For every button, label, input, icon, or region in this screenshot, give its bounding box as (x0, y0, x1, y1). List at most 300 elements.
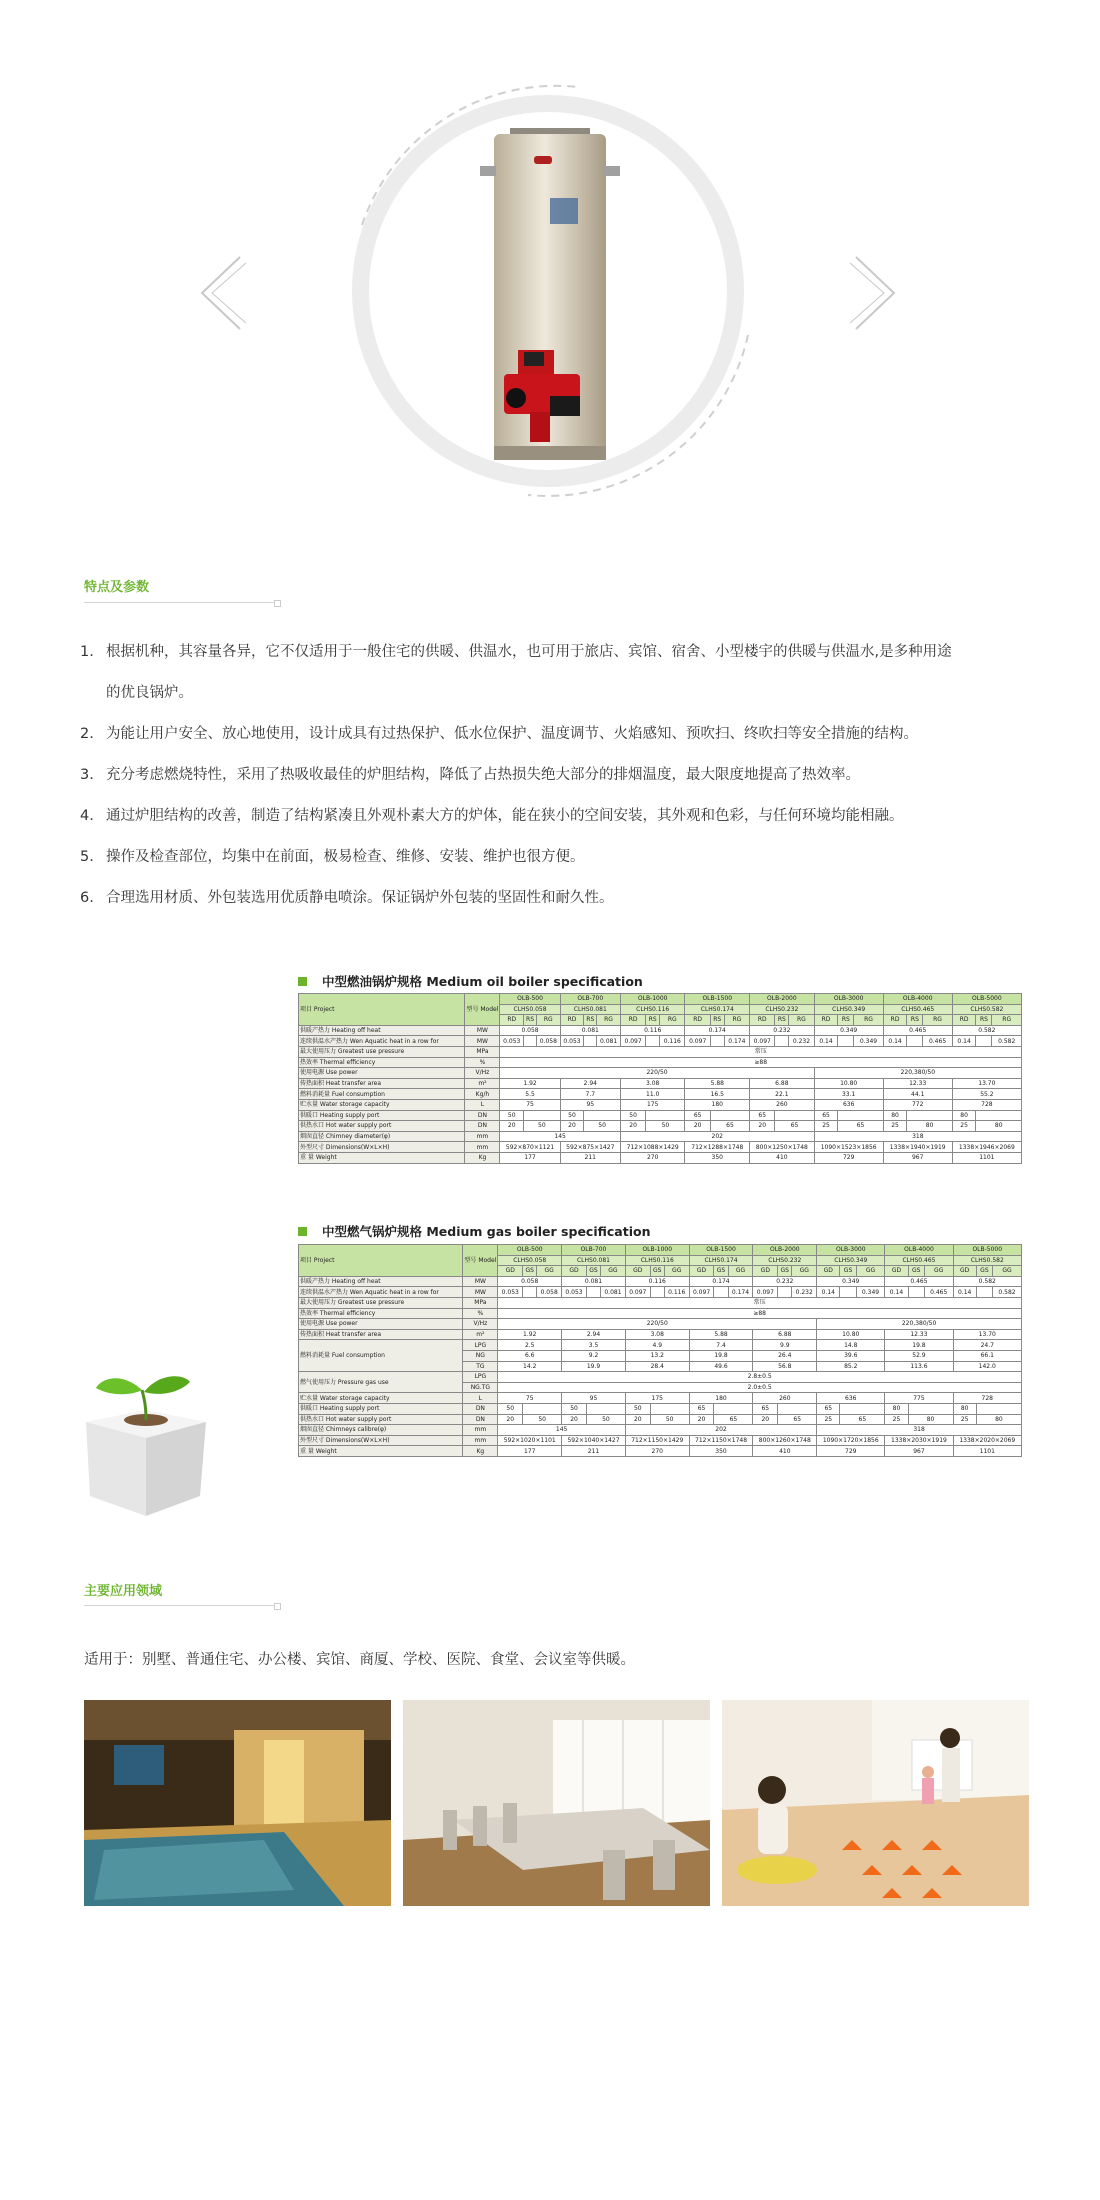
table-cell: NG (463, 1350, 498, 1361)
table-cell: 20 (620, 1121, 645, 1132)
table-cell: DN (465, 1110, 500, 1121)
table-cell: 20 (753, 1414, 778, 1425)
table-row (299, 1099, 1022, 1110)
table-cell: CLHS0.116 (625, 1255, 689, 1266)
table-cell: 传热面积 Heat transfer area (299, 1329, 463, 1340)
table-cell: 燃料消耗量 Fuel consumption (299, 1089, 465, 1100)
table-cell: 145 (500, 1131, 621, 1142)
table-cell: 0.582 (992, 1036, 1022, 1047)
table-cell: GG (728, 1266, 753, 1277)
table-cell: 0.465 (924, 1287, 953, 1298)
table-cell: RG (789, 1015, 814, 1026)
meeting-room-photo (403, 1700, 710, 1906)
table-cell: 65 (775, 1121, 814, 1132)
table-cell: RS (646, 1015, 660, 1026)
table-cell: 常压 (500, 1046, 1022, 1057)
table-cell: 1338×2020×2069 (953, 1435, 1021, 1446)
table-cell: 80 (952, 1110, 976, 1121)
apps-divider (84, 1605, 276, 1606)
table-cell: GG (993, 1266, 1022, 1277)
table-cell: CLHS0.582 (952, 1004, 1021, 1015)
table-cell: 7.4 (689, 1340, 753, 1351)
table-cell: 175 (620, 1099, 685, 1110)
oil-spec-table (298, 993, 1022, 1164)
table-cell: GG (664, 1266, 689, 1277)
table-cell: OLB-3000 (817, 1245, 885, 1256)
table-row (299, 1152, 1022, 1163)
table-cell: 220/50 (498, 1319, 817, 1330)
table-cell (650, 1287, 664, 1298)
table-cell: 65 (814, 1110, 838, 1121)
table-cell: 0.097 (620, 1036, 645, 1047)
table-cell (584, 1036, 597, 1047)
table-cell: GD (625, 1266, 650, 1277)
table-cell: GD (817, 1266, 840, 1277)
table-cell (976, 1403, 1021, 1414)
table-cell (584, 1110, 621, 1121)
table-cell: 0.116 (664, 1287, 689, 1298)
table-cell: m² (465, 1078, 500, 1089)
table-cell: 65 (685, 1110, 710, 1121)
table-row (299, 1308, 1022, 1319)
table-cell: 202 (620, 1131, 814, 1142)
table-cell: GG (601, 1266, 626, 1277)
table-cell: 50 (584, 1121, 621, 1132)
table-cell: 25 (814, 1121, 838, 1132)
table-cell: 0.081 (597, 1036, 621, 1047)
features-list (80, 632, 1040, 919)
table-cell: 9.9 (753, 1340, 817, 1351)
table-cell: 19.8 (885, 1340, 953, 1351)
table-cell (775, 1036, 789, 1047)
table-cell: 177 (498, 1446, 562, 1457)
table-cell: RD (750, 1015, 775, 1026)
table-cell: 5.88 (685, 1078, 750, 1089)
bullet-square-icon (298, 977, 307, 986)
table-cell (646, 1036, 660, 1047)
table-cell: RS (710, 1015, 724, 1026)
table-cell (523, 1287, 537, 1298)
table-cell: 0.081 (601, 1287, 626, 1298)
table-cell (976, 1036, 992, 1047)
list-item: 3. 充分考虑燃烧特性，采用了热吸收最佳的炉胆结构，降低了占热损失绝大部分的排烟温度，最大限度地提高了热效率。 (80, 767, 860, 783)
table-cell: 2.94 (560, 1078, 620, 1089)
table-cell: 1101 (952, 1152, 1021, 1163)
table-cell: GG (537, 1266, 562, 1277)
table-cell: 65 (714, 1414, 753, 1425)
table-cell: NG.TG (463, 1382, 498, 1393)
table-row (299, 1025, 1022, 1036)
table-cell: CLHS0.582 (953, 1255, 1021, 1266)
table-cell: 44.1 (883, 1089, 952, 1100)
table-cell: OLB-1000 (625, 1245, 689, 1256)
table-cell: GD (562, 1266, 587, 1277)
table-cell: 0.081 (562, 1276, 626, 1287)
table-cell: 636 (814, 1099, 883, 1110)
table-cell: ≥88 (500, 1057, 1022, 1068)
table-cell: 80 (907, 1121, 952, 1132)
table-row (299, 1057, 1022, 1068)
prev-arrow-icon[interactable] (196, 255, 248, 331)
table-cell: 0.058 (537, 1287, 562, 1298)
table-cell: 39.6 (817, 1350, 885, 1361)
table-cell: 贮水量 Water storage capacity (299, 1393, 463, 1404)
table-cell: 重 量 Weight (299, 1446, 463, 1457)
table-cell: 0.232 (792, 1287, 817, 1298)
list-item: 的优良锅炉。 (106, 685, 193, 701)
table-cell: 1338×2030×1919 (885, 1435, 953, 1446)
table-cell: Kg (465, 1152, 500, 1163)
table-cell: LPG (463, 1340, 498, 1351)
features-divider (84, 602, 276, 603)
table-cell: MPa (463, 1297, 498, 1308)
table-cell: 20 (560, 1121, 584, 1132)
table-cell: 49.6 (689, 1361, 753, 1372)
table-cell: 0.349 (817, 1276, 885, 1287)
table-cell: 65 (753, 1403, 778, 1414)
table-cell: RG (854, 1015, 883, 1026)
table-cell: 50 (620, 1110, 645, 1121)
table-cell: 燃气使用压力 Pressure gas use (299, 1372, 463, 1393)
table-cell (524, 1036, 537, 1047)
table-cell: 0.174 (728, 1287, 753, 1298)
table-cell: 25 (883, 1121, 907, 1132)
table-cell: Kg (463, 1446, 498, 1457)
table-cell: 供暖口 Heating supply port (299, 1403, 463, 1414)
table-cell: 使用电源 Use power (299, 1319, 463, 1330)
table-cell (523, 1403, 562, 1414)
table-cell: 410 (750, 1152, 815, 1163)
table-cell: 20 (625, 1414, 650, 1425)
table-cell: 50 (500, 1110, 524, 1121)
table-cell: 0.058 (536, 1036, 560, 1047)
table-row (299, 1435, 1022, 1446)
table-cell: 65 (689, 1403, 714, 1414)
table-cell: OLB-1000 (620, 994, 685, 1005)
table-cell: OLB-4000 (883, 994, 952, 1005)
table-cell: RS (524, 1015, 537, 1026)
table-cell: 14.2 (498, 1361, 562, 1372)
table-cell: 0.097 (685, 1036, 710, 1047)
table-cell: MW (463, 1276, 498, 1287)
table-cell: m² (463, 1329, 498, 1340)
table-cell: OLB-2000 (750, 994, 815, 1005)
table-cell: RS (976, 1015, 992, 1026)
table-cell (908, 1287, 924, 1298)
table-cell: 729 (817, 1446, 885, 1457)
table-cell: OLB-700 (562, 1245, 626, 1256)
table-row (299, 1425, 1022, 1436)
table-cell: 13.2 (625, 1350, 689, 1361)
table-cell (710, 1110, 749, 1121)
table-cell: 0.053 (500, 1036, 524, 1047)
table-cell: 177 (500, 1152, 560, 1163)
table-cell: 4.9 (625, 1340, 689, 1351)
table-cell: 712×1288×1748 (685, 1142, 750, 1153)
table-cell: 使用电源 Use power (299, 1068, 465, 1079)
table-cell: 2.94 (562, 1329, 626, 1340)
table-row (299, 1297, 1022, 1308)
table-cell (907, 1110, 952, 1121)
table-cell: OLB-5000 (953, 1245, 1021, 1256)
table-cell: OLB-2000 (753, 1245, 817, 1256)
table-cell: CLHS0.465 (883, 1004, 952, 1015)
table-cell: 烟囱直径 Chimneys calibre(φ) (299, 1425, 463, 1436)
table-cell: 592×870×1121 (500, 1142, 560, 1153)
table-cell: 65 (750, 1110, 775, 1121)
table-cell: 55.2 (952, 1089, 1021, 1100)
table-cell: 25 (953, 1414, 976, 1425)
table-cell: GD (953, 1266, 976, 1277)
table-cell: 型号 Model (463, 1245, 498, 1277)
table-cell: GS (976, 1266, 992, 1277)
table-cell: 0.097 (689, 1287, 714, 1298)
table-cell: 连续供温水产热力 Wen Aquatic heat in a row for (299, 1287, 463, 1298)
table-cell (838, 1110, 883, 1121)
table-cell: 592×1040×1427 (562, 1435, 626, 1446)
table-cell: 26.4 (753, 1350, 817, 1361)
table-cell: RD (814, 1015, 838, 1026)
table-cell (840, 1403, 885, 1414)
table-cell: 80 (885, 1403, 908, 1414)
table-cell: 52.9 (885, 1350, 953, 1361)
table-cell: 95 (560, 1099, 620, 1110)
table-cell: 220,380/50 (814, 1068, 1021, 1079)
table-cell (840, 1287, 856, 1298)
table-row (299, 994, 1022, 1005)
table-cell (586, 1403, 625, 1414)
table-cell: 145 (498, 1425, 626, 1436)
apps-description: 适用于：别墅、普通住宅、办公楼、宾馆、商厦、学校、医院、食堂、会议室等供暖。 (84, 1652, 635, 1668)
table-cell: OLB-1500 (685, 994, 750, 1005)
table-cell: DN (465, 1121, 500, 1132)
table-cell: RD (560, 1015, 584, 1026)
table-cell: CLHS0.465 (885, 1255, 953, 1266)
table-cell: OLB-500 (498, 1245, 562, 1256)
table-cell: 12.33 (885, 1329, 953, 1340)
table-cell: 33.1 (814, 1089, 883, 1100)
table-cell: 728 (952, 1099, 1021, 1110)
table-cell: mm (463, 1435, 498, 1446)
table-cell: 外型尺寸 Dimensions(W×L×H) (299, 1435, 463, 1446)
table-cell: 2.5 (498, 1340, 562, 1351)
table-cell: 50 (560, 1110, 584, 1121)
table-cell: 20 (498, 1414, 523, 1425)
table-cell: 800×1250×1748 (750, 1142, 815, 1153)
table-row (299, 1046, 1022, 1057)
table-cell: 318 (814, 1131, 1021, 1142)
table-cell: RG (597, 1015, 621, 1026)
table-cell: 592×875×1427 (560, 1142, 620, 1153)
table-cell: OLB-700 (560, 994, 620, 1005)
table-cell: 1101 (953, 1446, 1021, 1457)
table-cell: RG (992, 1015, 1022, 1026)
table-cell: 14.8 (817, 1340, 885, 1351)
table-cell: 80 (953, 1403, 976, 1414)
table-cell: 318 (817, 1425, 1022, 1436)
table-cell: OLB-4000 (885, 1245, 953, 1256)
table-cell: 6.6 (498, 1350, 562, 1361)
table-cell: 烟囱直径 Chimney diameter(φ) (299, 1131, 465, 1142)
table-cell: RD (685, 1015, 710, 1026)
table-cell: mm (465, 1142, 500, 1153)
table-cell: 12.33 (883, 1078, 952, 1089)
table-cell: RD (500, 1015, 524, 1026)
table-row (299, 1245, 1022, 1256)
table-cell (710, 1036, 724, 1047)
table-cell: 211 (560, 1152, 620, 1163)
table-cell: RG (536, 1015, 560, 1026)
table-cell: 0.349 (814, 1025, 883, 1036)
table-cell: 6.88 (750, 1078, 815, 1089)
table-cell: 20 (750, 1121, 775, 1132)
table-cell: 772 (883, 1099, 952, 1110)
table-cell: 728 (953, 1393, 1021, 1404)
table-cell: 燃料消耗量 Fuel consumption (299, 1340, 463, 1372)
table-cell: 50 (562, 1403, 587, 1414)
table-cell: 7.7 (560, 1089, 620, 1100)
table-cell: 800×1260×1748 (753, 1435, 817, 1446)
table-cell (714, 1287, 728, 1298)
table-cell: 2.0±0.5 (498, 1382, 1022, 1393)
table-row (299, 1319, 1022, 1330)
table-cell: CLHS0.174 (685, 1004, 750, 1015)
features-title: 特点及参数 (84, 580, 150, 595)
table-cell: 967 (883, 1152, 952, 1163)
table-cell: 最大使用压力 Greatest use pressure (299, 1046, 465, 1057)
table-cell: 22.1 (750, 1089, 815, 1100)
table-cell: 0.174 (724, 1036, 749, 1047)
table-cell: 85.2 (817, 1361, 885, 1372)
table-cell: GS (908, 1266, 924, 1277)
table-cell: GD (689, 1266, 714, 1277)
table-cell: 175 (625, 1393, 689, 1404)
pool-photo (84, 1700, 391, 1906)
table-row (299, 1068, 1022, 1079)
table-cell: 50 (498, 1403, 523, 1414)
table-cell: 19.8 (689, 1350, 753, 1361)
table-cell: 0.465 (883, 1025, 952, 1036)
table-cell: RG (660, 1015, 685, 1026)
table-cell: 热效率 Thermal efficiency (299, 1308, 463, 1319)
table-row (299, 1446, 1022, 1457)
table-cell: GG (792, 1266, 817, 1277)
table-cell: 28.4 (625, 1361, 689, 1372)
table-cell: % (465, 1057, 500, 1068)
table-cell: 9.2 (562, 1350, 626, 1361)
table-cell: 80 (976, 1414, 1021, 1425)
table-cell: 13.70 (953, 1329, 1021, 1340)
table-cell: 最大使用压力 Greatest use pressure (299, 1297, 463, 1308)
table-cell: 0.14 (953, 1287, 976, 1298)
table-cell: OLB-3000 (814, 994, 883, 1005)
table-cell: 1338×1946×2069 (952, 1142, 1021, 1153)
table-cell (586, 1287, 600, 1298)
gas-table-heading: 中型燃气锅炉规格 Medium gas boiler specification (298, 1222, 650, 1240)
table-cell: 270 (625, 1446, 689, 1457)
table-cell: 50 (586, 1414, 625, 1425)
table-cell: 0.116 (620, 1025, 685, 1036)
list-item: 2. 为能让用户安全、放心地使用，设计成具有过热保护、低水位保护、温度调节、火焰感知、预吹扫、终吹扫等安全措施的结构。 (80, 726, 918, 742)
table-cell: 0.116 (660, 1036, 685, 1047)
table-cell: 项目 Project (299, 1245, 463, 1277)
table-cell: 25 (885, 1414, 908, 1425)
table-cell (778, 1403, 817, 1414)
table-cell: 0.053 (562, 1287, 587, 1298)
table-cell: GD (885, 1266, 908, 1277)
table-cell (976, 1287, 992, 1298)
table-cell: 0.465 (885, 1276, 953, 1287)
table-cell: 20 (500, 1121, 524, 1132)
table-cell: DN (463, 1403, 498, 1414)
table-cell (976, 1110, 1022, 1121)
table-cell: LPG (463, 1372, 498, 1383)
table-cell: RS (584, 1015, 597, 1026)
table-cell: MW (463, 1287, 498, 1298)
table-cell: 75 (500, 1099, 560, 1110)
table-cell: 重 量 Weight (299, 1152, 465, 1163)
table-cell: L (465, 1099, 500, 1110)
table-cell: CLHS0.232 (753, 1255, 817, 1266)
table-cell: 16.5 (685, 1089, 750, 1100)
table-cell: 传热面积 Heat transfer area (299, 1078, 465, 1089)
table-cell: % (463, 1308, 498, 1319)
table-cell: CLHS0.081 (560, 1004, 620, 1015)
table-cell: V/Hz (463, 1319, 498, 1330)
bullet-square-icon (298, 1227, 307, 1236)
list-item: 1. 根据机种，其容量各异，它不仅适用于一般住宅的供暖、供温水，也可用于旅店、宾馆、宿舍、小型楼宇的供暖与供温水,是多种用途 (80, 644, 952, 660)
table-cell: 729 (814, 1152, 883, 1163)
table-cell: 712×1150×1429 (625, 1435, 689, 1446)
table-cell: 11.0 (620, 1089, 685, 1100)
table-cell: 外型尺寸 Dimensions(W×L×H) (299, 1142, 465, 1153)
table-cell: 1338×1940×1919 (883, 1142, 952, 1153)
table-cell: 712×1088×1429 (620, 1142, 685, 1153)
table-cell: 113.6 (885, 1361, 953, 1372)
next-arrow-icon[interactable] (848, 255, 900, 331)
table-cell: 80 (883, 1110, 907, 1121)
table-cell (838, 1036, 854, 1047)
table-cell: 贮水量 Water storage capacity (299, 1099, 465, 1110)
table-cell: 20 (685, 1121, 710, 1132)
table-cell: 供暖产热力 Heating off heat (299, 1025, 465, 1036)
table-cell (714, 1403, 753, 1414)
table-row (299, 1414, 1022, 1425)
table-cell: 142.0 (953, 1361, 1021, 1372)
table-row (299, 1142, 1022, 1153)
table-cell (775, 1110, 814, 1121)
table-cell: 0.081 (560, 1025, 620, 1036)
table-cell: 供暖产热力 Heating off heat (299, 1276, 463, 1287)
table-cell: 0.14 (883, 1036, 907, 1047)
table-cell: CLHS0.081 (562, 1255, 626, 1266)
table-row (299, 1121, 1022, 1132)
table-cell: 65 (817, 1403, 840, 1414)
table-cell: V/Hz (465, 1068, 500, 1079)
table-cell: OLB-1500 (689, 1245, 753, 1256)
table-cell: 0.465 (923, 1036, 952, 1047)
table-cell: ≥88 (498, 1308, 1022, 1319)
table-cell: OLB-500 (500, 994, 560, 1005)
table-cell: CLHS0.349 (817, 1255, 885, 1266)
table-cell: 220,380/50 (817, 1319, 1022, 1330)
table-cell: 0.14 (885, 1287, 908, 1298)
table-cell: 180 (685, 1099, 750, 1110)
table-cell: GD (498, 1266, 523, 1277)
table-cell: 热效率 Thermal efficiency (299, 1057, 465, 1068)
table-row (299, 1110, 1022, 1121)
oil-table-heading: 中型燃油锅炉规格 Medium oil boiler specification (298, 972, 643, 990)
